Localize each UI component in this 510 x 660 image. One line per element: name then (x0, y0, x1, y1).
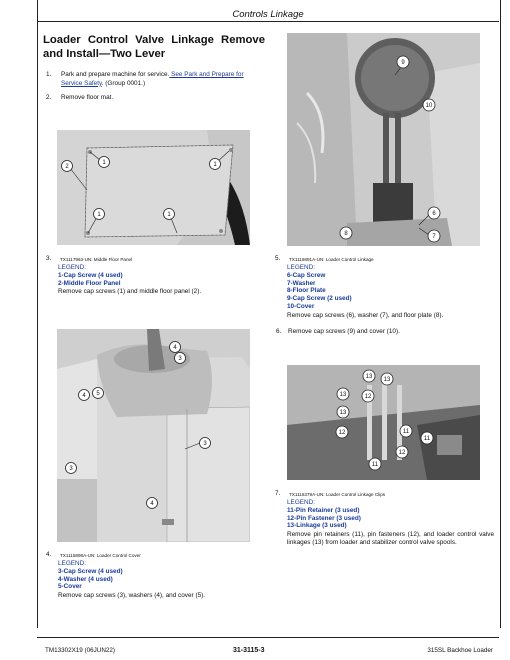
legend-item: 1-Cap Screw (4 used) (58, 271, 123, 279)
legend-item: 10-Cover (287, 302, 315, 310)
svg-text:3: 3 (178, 356, 182, 362)
callout-11 (421, 432, 433, 444)
page-footer (37, 637, 499, 658)
step-2 (46, 94, 268, 104)
svg-text:3: 3 (69, 466, 73, 472)
callout-13 (337, 406, 349, 418)
legend-item: 11-Pin Retainer (3 used) (287, 506, 360, 514)
legend-item: 3-Cap Screw (4 used) (58, 567, 123, 575)
footer-page-number: 31-3115-3 (233, 647, 265, 654)
footer-model: 315SL Backhoe Loader (427, 647, 493, 654)
svg-text:13: 13 (339, 392, 347, 398)
page-header: Controls Linkage (37, 9, 499, 22)
callout-12 (336, 426, 348, 438)
svg-text:1: 1 (213, 162, 217, 168)
svg-text:12: 12 (364, 394, 372, 400)
figure-caption: 7. TX1116379A-UN: Loader Control Linkage Clips (275, 490, 386, 497)
svg-text:10: 10 (425, 103, 433, 109)
legend-item: 5-Cover (58, 583, 82, 591)
callout-3 (175, 353, 186, 364)
legend-item: 8-Floor Plate (287, 287, 326, 295)
figure-loader-control-cover (57, 329, 250, 542)
step-number: 6. (276, 328, 282, 335)
svg-text:13: 13 (365, 374, 373, 380)
legend-item: 6-Cap Screw (287, 271, 326, 279)
svg-text:12: 12 (398, 450, 406, 456)
svg-text:9: 9 (401, 60, 405, 66)
callout-10 (423, 99, 435, 111)
svg-text:11: 11 (402, 429, 410, 435)
callout-13 (363, 370, 375, 382)
svg-text:8: 8 (344, 231, 348, 237)
svg-text:4: 4 (82, 393, 86, 399)
svg-text:12: 12 (338, 430, 346, 436)
step-text: Remove cap screws (9) and cover (10). (288, 328, 400, 335)
callout-11 (400, 425, 412, 437)
step-text-tail: . (Group 0001.) (101, 79, 146, 87)
park-prepare-link[interactable]: See Park and Prepare for Service Safety (61, 71, 244, 87)
svg-text:1: 1 (167, 212, 171, 218)
page-title: Loader Control Valve Linkage Remove and Install—Two Lever (43, 34, 265, 60)
svg-text:13: 13 (383, 377, 391, 383)
callout-13 (337, 388, 349, 400)
legend-heading: LEGEND: (287, 499, 316, 506)
callout-8 (340, 227, 352, 239)
callout-13 (381, 373, 393, 385)
callout-4 (170, 342, 181, 353)
svg-text:4: 4 (173, 345, 177, 351)
figure-caption: 3. TX1117963-UN: Middle Floor Panel (46, 255, 133, 262)
step-text: Remove pin retainers (11), pin fasteners (12), and loader control valve linkages (13) from loader and stabilizer control valve spools. (287, 531, 494, 546)
figure-linkage-clips (287, 365, 480, 480)
legend-step-3 (58, 264, 278, 296)
figure-caption: 4. TX1115898A-UN: Loader Control Cover (46, 551, 141, 558)
svg-text:11: 11 (371, 462, 379, 468)
svg-text:5: 5 (96, 391, 100, 397)
legend-item: 4-Washer (4 used) (58, 575, 113, 583)
callout-11 (369, 458, 381, 470)
legend-item: 9-Cap Screw (2 used) (287, 295, 352, 303)
step-text: Remove cap screws (1) and middle floor panel (2). (58, 288, 202, 296)
step-text: Remove cap screws (3), washers (4), and cover (5). (58, 592, 206, 600)
svg-text:2: 2 (65, 164, 69, 170)
legend-heading: LEGEND: (287, 264, 316, 271)
svg-text:3: 3 (203, 441, 207, 447)
callout-3 (66, 463, 77, 474)
legend-step-7 (287, 499, 494, 547)
legend-item: 13-Linkage (3 used) (287, 522, 347, 530)
step-6 (276, 328, 498, 338)
step-number: 1. (46, 71, 52, 78)
step-text: Remove floor mat. (61, 94, 114, 101)
legend-step-4 (58, 560, 278, 600)
svg-text:11: 11 (423, 436, 431, 442)
callout-12 (362, 390, 374, 402)
callout-3 (147, 498, 158, 509)
figure-loader-control-linkage (287, 33, 480, 246)
step-number: 2. (46, 94, 52, 101)
footer-doc-id: TM13302X19 (06JUN22) (45, 647, 116, 654)
svg-text:13: 13 (339, 410, 347, 416)
svg-text:1: 1 (102, 160, 106, 166)
legend-item: 2-Middle Floor Panel (58, 279, 121, 287)
svg-text:6: 6 (432, 211, 436, 217)
svg-text:4: 4 (150, 501, 154, 507)
figure-middle-floor-panel (57, 130, 250, 245)
legend-item: 7-Washer (287, 279, 316, 287)
callout-4 (79, 390, 90, 401)
step-text: Park and prepare machine for service. (61, 71, 170, 78)
legend-heading: LEGEND: (58, 264, 87, 271)
legend-item: 12-Pin Fastener (3 used) (287, 514, 361, 522)
svg-text:7: 7 (432, 234, 436, 240)
legend-heading: LEGEND: (58, 560, 87, 567)
callout-12 (396, 446, 408, 458)
callout-3 (93, 388, 104, 399)
step-text: Remove cap screws (6), washer (7), and floor plate (8). (287, 311, 444, 319)
legend-step-5 (287, 264, 499, 320)
svg-text:1: 1 (97, 212, 101, 218)
figure-caption: 5. TX1116891A-UN: Loader Control Linkage (275, 255, 374, 262)
